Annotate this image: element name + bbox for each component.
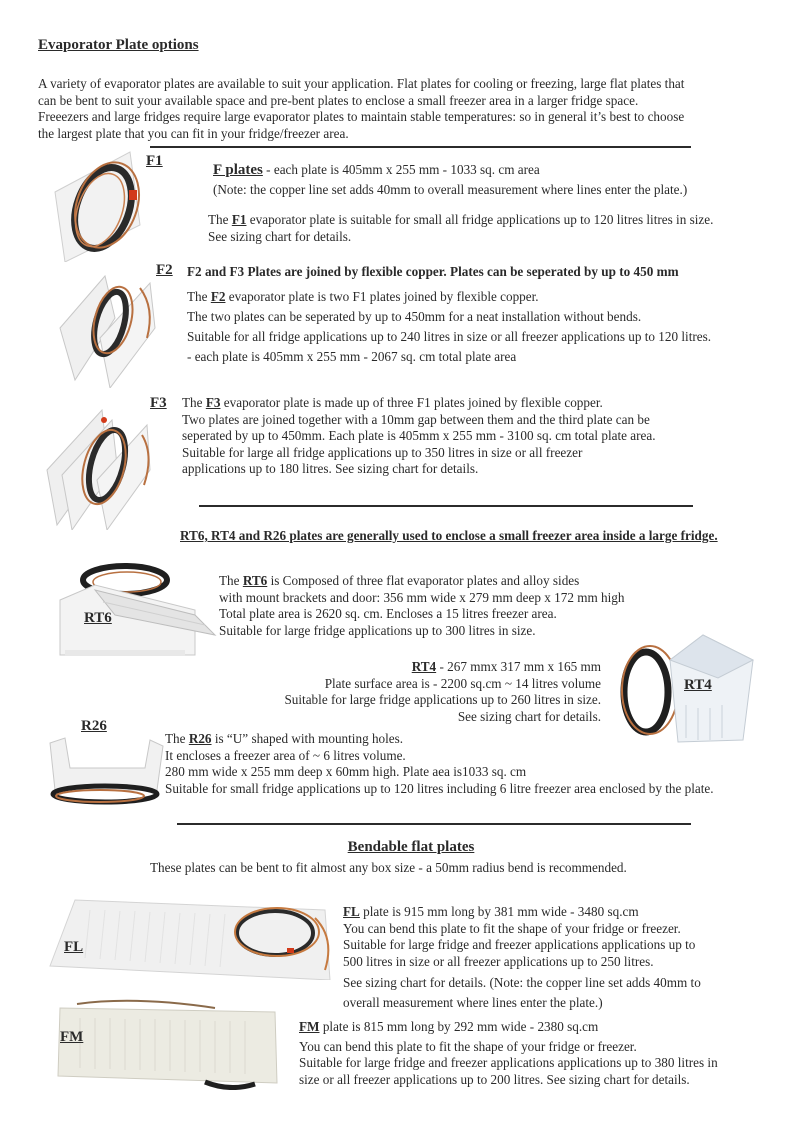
text: - 267 mmx 317 mm x 165 mm [436, 659, 601, 674]
fl-description [343, 904, 701, 1013]
fm-plate-image [55, 998, 280, 1090]
rt4-label: RT4 [684, 677, 712, 693]
intro-paragraph [38, 76, 684, 142]
r26-label: R26 [81, 718, 107, 734]
f3-description [182, 395, 656, 478]
fm-inline-tag: FM [299, 1019, 320, 1034]
text: The two plates can be seperated by up to 450mm for a neat installation without bends. [187, 309, 642, 324]
f3-plate-image [42, 395, 154, 530]
rt6-description [219, 573, 624, 639]
r26-plate-image [45, 728, 165, 806]
freezer-section-heading: RT6, RT4 and R26 plates are generally used to enclose a small freezer area inside a large fridge. [180, 528, 718, 543]
text: You can bend this plate to fit the shape of your fridge or freezer. [343, 920, 681, 936]
intro-line: can be bent to suit your available space and pre-bent plates to enclose a small freezer area in a larger fridge space. [38, 92, 639, 108]
intro-line: Freeezers and large fridges require large evaporator plates to maintain stable temperatures: so in general it’s best to choose [38, 109, 685, 124]
text: evaporator plate is suitable for small all fridge applications up to 120 litres litres in size. [246, 212, 714, 227]
text: - each plate is 405mm x 255 mm - 2067 sq. cm total plate area [187, 349, 517, 364]
f2-f3-heading: F2 and F3 Plates are joined by flexible copper. Plates can be seperated by up to 450 mm [187, 264, 679, 279]
text: The [182, 395, 206, 410]
text: See sizing chart for details. [457, 708, 601, 724]
text: seperated by up to 450mm. Each plate is 405mm x 255 mm - 3100 sq. cm total plate area. [182, 428, 656, 443]
text: Suitable for large fridge and freezer applications applications up to [343, 937, 696, 952]
text: Suitable for all fridge applications up to 240 litres in size or all freezer applications up to 120 litres. [187, 329, 712, 344]
text: Suitable for large fridge applications up to 260 litres in size. [284, 692, 601, 707]
rt4-description [284, 659, 601, 725]
text: Two plates are joined together with a 10mm gap between them and the third plate can be [182, 411, 650, 427]
bendable-subheading: These plates can be bent to fit almost any box size - a 50mm radius bend is recommended. [150, 860, 627, 875]
text: Total plate area is 2620 sq. cm. Encloses a 15 litres freezer area. [219, 606, 557, 621]
fl-plate-image [45, 898, 335, 980]
r26-description [165, 731, 714, 797]
text: overall measurement where lines enter the plate.) [343, 995, 603, 1010]
text: 280 mm wide x 255 mm deep x 60mm high. Plate aea is1033 sq. cm [165, 764, 527, 779]
text: The [165, 731, 189, 746]
text: 500 litres in size or all freezer applications up to 250 litres. [343, 953, 654, 969]
rt4-inline-tag: RT4 [411, 659, 437, 674]
divider [177, 823, 691, 825]
text: It encloses a freezer area of ~ 6 litres volume. [165, 747, 406, 763]
text: plate is 915 mm long by 381 mm wide - 3480 sq.cm [359, 904, 639, 919]
bendable-heading: Bendable flat plates [347, 839, 475, 855]
text: Plate surface area is - 2200 sq.cm ~ 14 litres volume [324, 675, 601, 691]
f1-inline-tag: F1 [231, 212, 247, 227]
f2-label: F2 [156, 262, 173, 278]
f1-heading [213, 162, 540, 179]
fm-description [299, 1019, 718, 1088]
intro-line: A variety of evaporator plates are available to suit your application. Flat plates for cooling or freezing, large flat plates that [38, 76, 685, 91]
f1-label: F1 [146, 153, 163, 169]
text: Suitable for small fridge applications up to 120 litres including 6 litre freezer area enclosed by the plate. [165, 780, 714, 796]
f2-description [187, 287, 711, 367]
text: plate is 815 mm long by 292 mm wide - 2380 sq.cm [319, 1019, 599, 1034]
rt6-plate-image [55, 560, 220, 660]
text: See sizing chart for details. (Note: the copper line set adds 40mm to [343, 975, 701, 990]
f-plates-title: F plates [213, 162, 263, 178]
text: applications up to 180 litres. See sizing chart for details. [182, 461, 479, 476]
f3-inline-tag: F3 [205, 395, 221, 410]
page-title: Evaporator Plate options [38, 37, 199, 53]
f2-inline-tag: F2 [210, 289, 226, 304]
fl-label: FL [64, 939, 84, 955]
text: evaporator plate is made up of three F1 plates joined by flexible copper. [220, 395, 603, 410]
r26-inline-tag: R26 [188, 731, 212, 746]
text: The [219, 573, 243, 588]
text: with mount brackets and door: 356 mm wide x 279 mm deep x 172 mm high [219, 589, 625, 605]
text: The [208, 212, 232, 227]
text: evaporator plate is two F1 plates joined by flexible copper. [225, 289, 539, 304]
intro-line: the largest plate that you can fit in your fridge/freezer area. [38, 125, 349, 141]
f3-label: F3 [150, 395, 167, 411]
text: Suitable for large fridge applications up to 300 litres in size. [219, 622, 536, 638]
text: Suitable for large all fridge applications up to 350 litres in size or all freezer [182, 444, 583, 460]
rt4-plate-image [608, 630, 758, 745]
f-plates-spec: - each plate is 405mm x 255 mm - 1033 sq. cm area [262, 162, 540, 177]
f1-note: (Note: the copper line set adds 40mm to overall measurement where lines enter the plate.) [213, 182, 688, 197]
text: Suitable for large fridge and freezer applications applications up to 380 litres in [299, 1055, 718, 1070]
fl-inline-tag: FL [343, 904, 360, 919]
text: You can bend this plate to fit the shape of your fridge or freezer. [299, 1038, 637, 1054]
fm-label: FM [60, 1029, 84, 1045]
f1-description [208, 212, 713, 245]
rt6-label: RT6 [84, 610, 112, 626]
text: is Composed of three flat evaporator plates and alloy sides [267, 573, 580, 588]
f2-plate-image [55, 268, 160, 388]
rt6-inline-tag: RT6 [242, 573, 268, 588]
text: See sizing chart for details. [208, 228, 352, 244]
divider [150, 146, 691, 148]
text: The [187, 289, 211, 304]
f1-plate-image [45, 150, 155, 262]
divider [199, 505, 693, 507]
text: size or all freezer applications up to 200 litres. See sizing chart for details. [299, 1071, 690, 1087]
text: is “U” shaped with mounting holes. [211, 731, 404, 746]
